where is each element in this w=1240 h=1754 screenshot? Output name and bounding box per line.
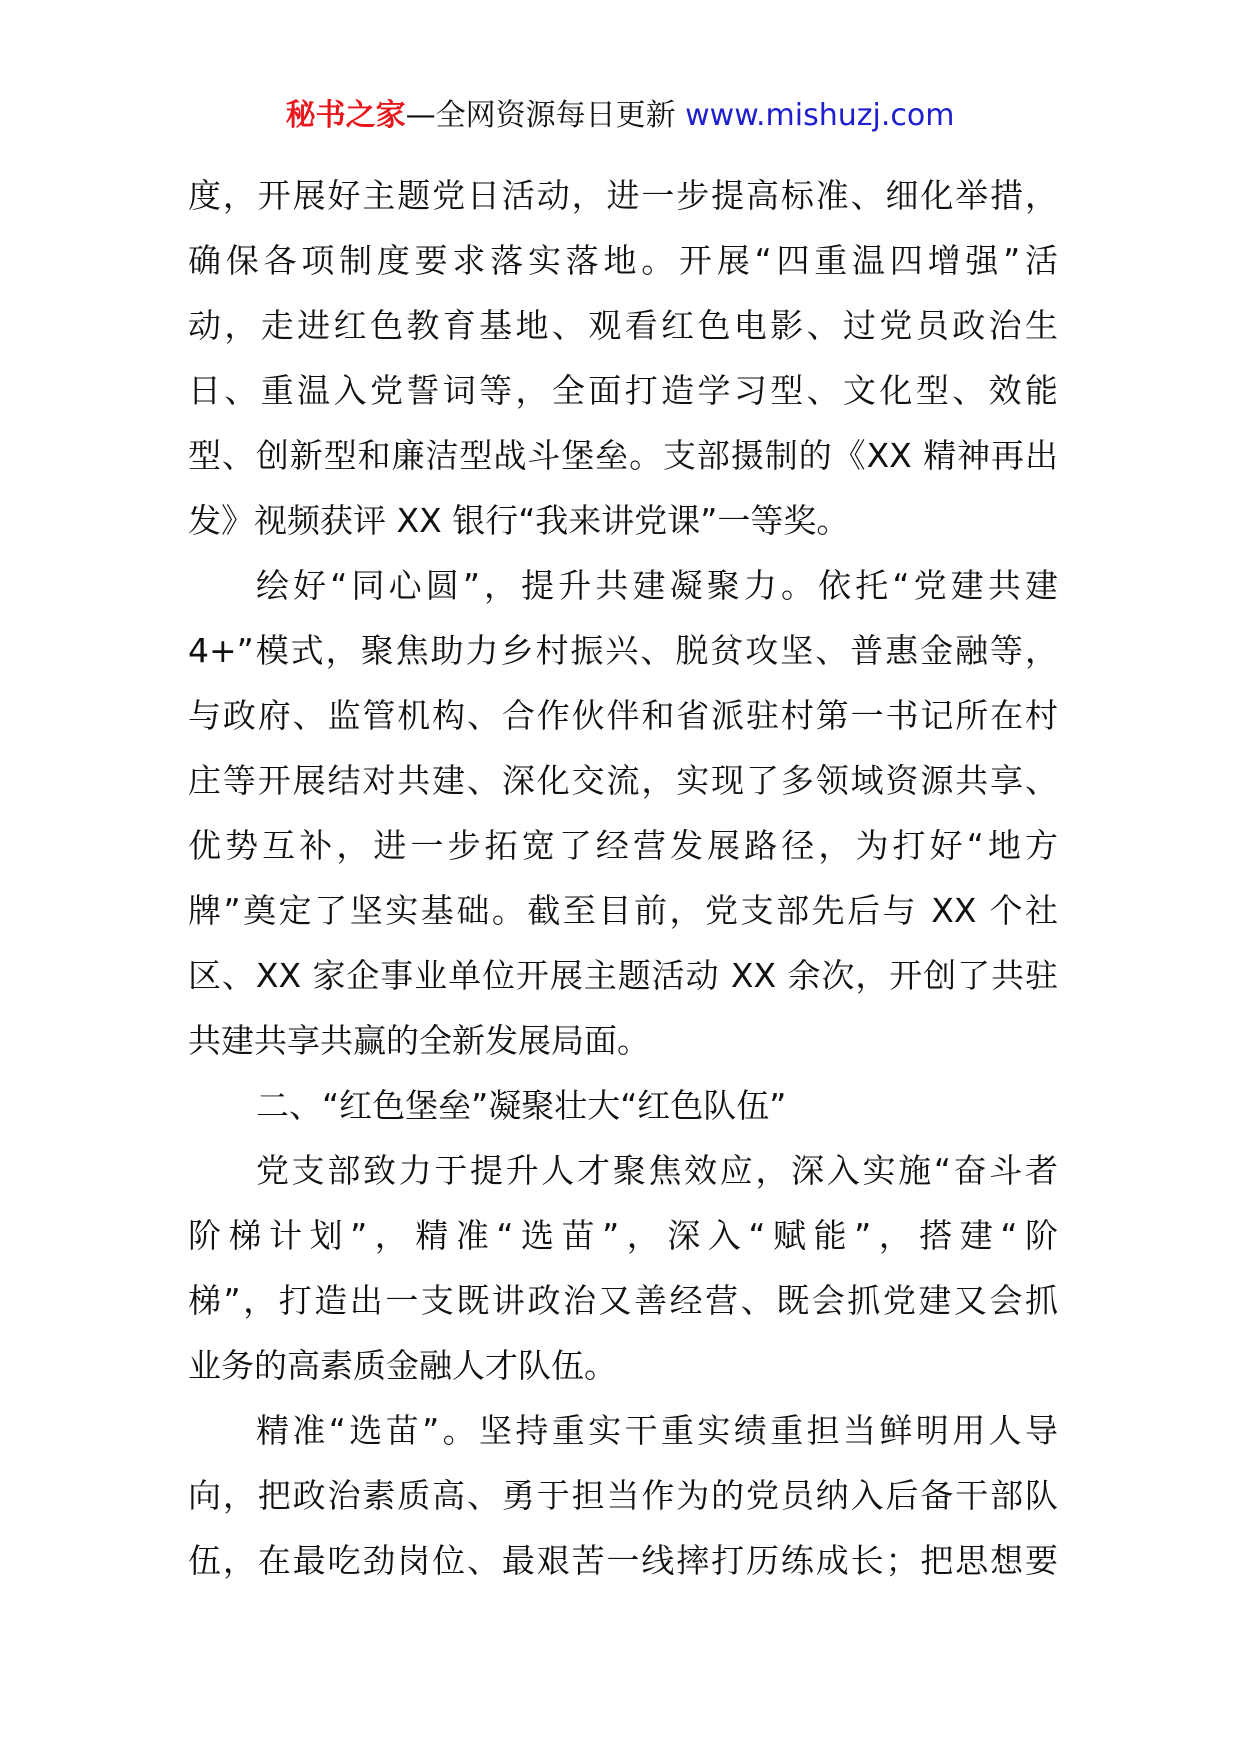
text-line: 确保各项制度要求落实落地。开展“四重温四增强”活 — [188, 241, 1058, 280]
text-line: 型、创新型和廉洁型战斗堡垒。支部摄制的《XX 精神再出 — [188, 436, 1058, 475]
header-tagline: —全网资源每日更新 — [405, 98, 686, 133]
text-line: 阶梯计划”，精准“选苗”，深入“赋能”，搭建“阶 — [188, 1216, 1058, 1255]
text-line: 区、XX 家企事业单位开展主题活动 XX 余次，开创了共驻 — [188, 956, 1058, 995]
document-body — [188, 163, 1058, 1593]
text-line: 与政府、监管机构、合作伙伴和省派驻村第一书记所在村 — [188, 696, 1058, 735]
text-line: 动，走进红色教育基地、观看红色电影、过党员政治生 — [188, 306, 1058, 345]
text-line: 共建共享共赢的全新发展局面。 — [188, 1021, 650, 1060]
site-header — [0, 96, 1240, 136]
text-line: 庄等开展结对共建、深化交流，实现了多领域资源共享、 — [188, 761, 1058, 800]
text-line: 发》视频获评 XX 银行“我来讲党课”一等奖。 — [188, 501, 850, 540]
text-line: 向，把政治素质高、勇于担当作为的党员纳入后备干部队 — [188, 1476, 1058, 1515]
text-line: 4+”模式，聚焦助力乡村振兴、脱贫攻坚、普惠金融等， — [188, 631, 1058, 670]
paragraph-start-line: 精准“选苗”。坚持重实干重实绩重担当鲜明用人导 — [256, 1411, 1058, 1450]
section-heading: 二、“红色堡垒”凝聚壮大“红色队伍” — [256, 1086, 787, 1125]
site-url-link[interactable]: www.mishuzj.com — [685, 98, 955, 133]
text-line: 优势互补，进一步拓宽了经营发展路径，为打好“地方 — [188, 826, 1058, 865]
paragraph-start-line: 党支部致力于提升人才聚焦效应，深入实施“奋斗者 — [256, 1151, 1058, 1190]
text-line: 牌”奠定了坚实基础。截至目前，党支部先后与 XX 个社 — [188, 891, 1058, 930]
paragraph-start-line: 绘好“同心圆”，提升共建凝聚力。依托“党建共建 — [256, 566, 1058, 605]
text-line: 梯”，打造出一支既讲政治又善经营、既会抓党建又会抓 — [188, 1281, 1058, 1320]
text-line: 日、重温入党誓词等，全面打造学习型、文化型、效能 — [188, 371, 1058, 410]
text-line: 业务的高素质金融人才队伍。 — [188, 1346, 617, 1385]
text-line: 度，开展好主题党日活动，进一步提高标准、细化举措， — [188, 176, 1058, 215]
brand-name: 秘书之家 — [285, 98, 406, 133]
text-line: 伍，在最吃劲岗位、最艰苦一线摔打历练成长；把思想要 — [188, 1541, 1058, 1580]
